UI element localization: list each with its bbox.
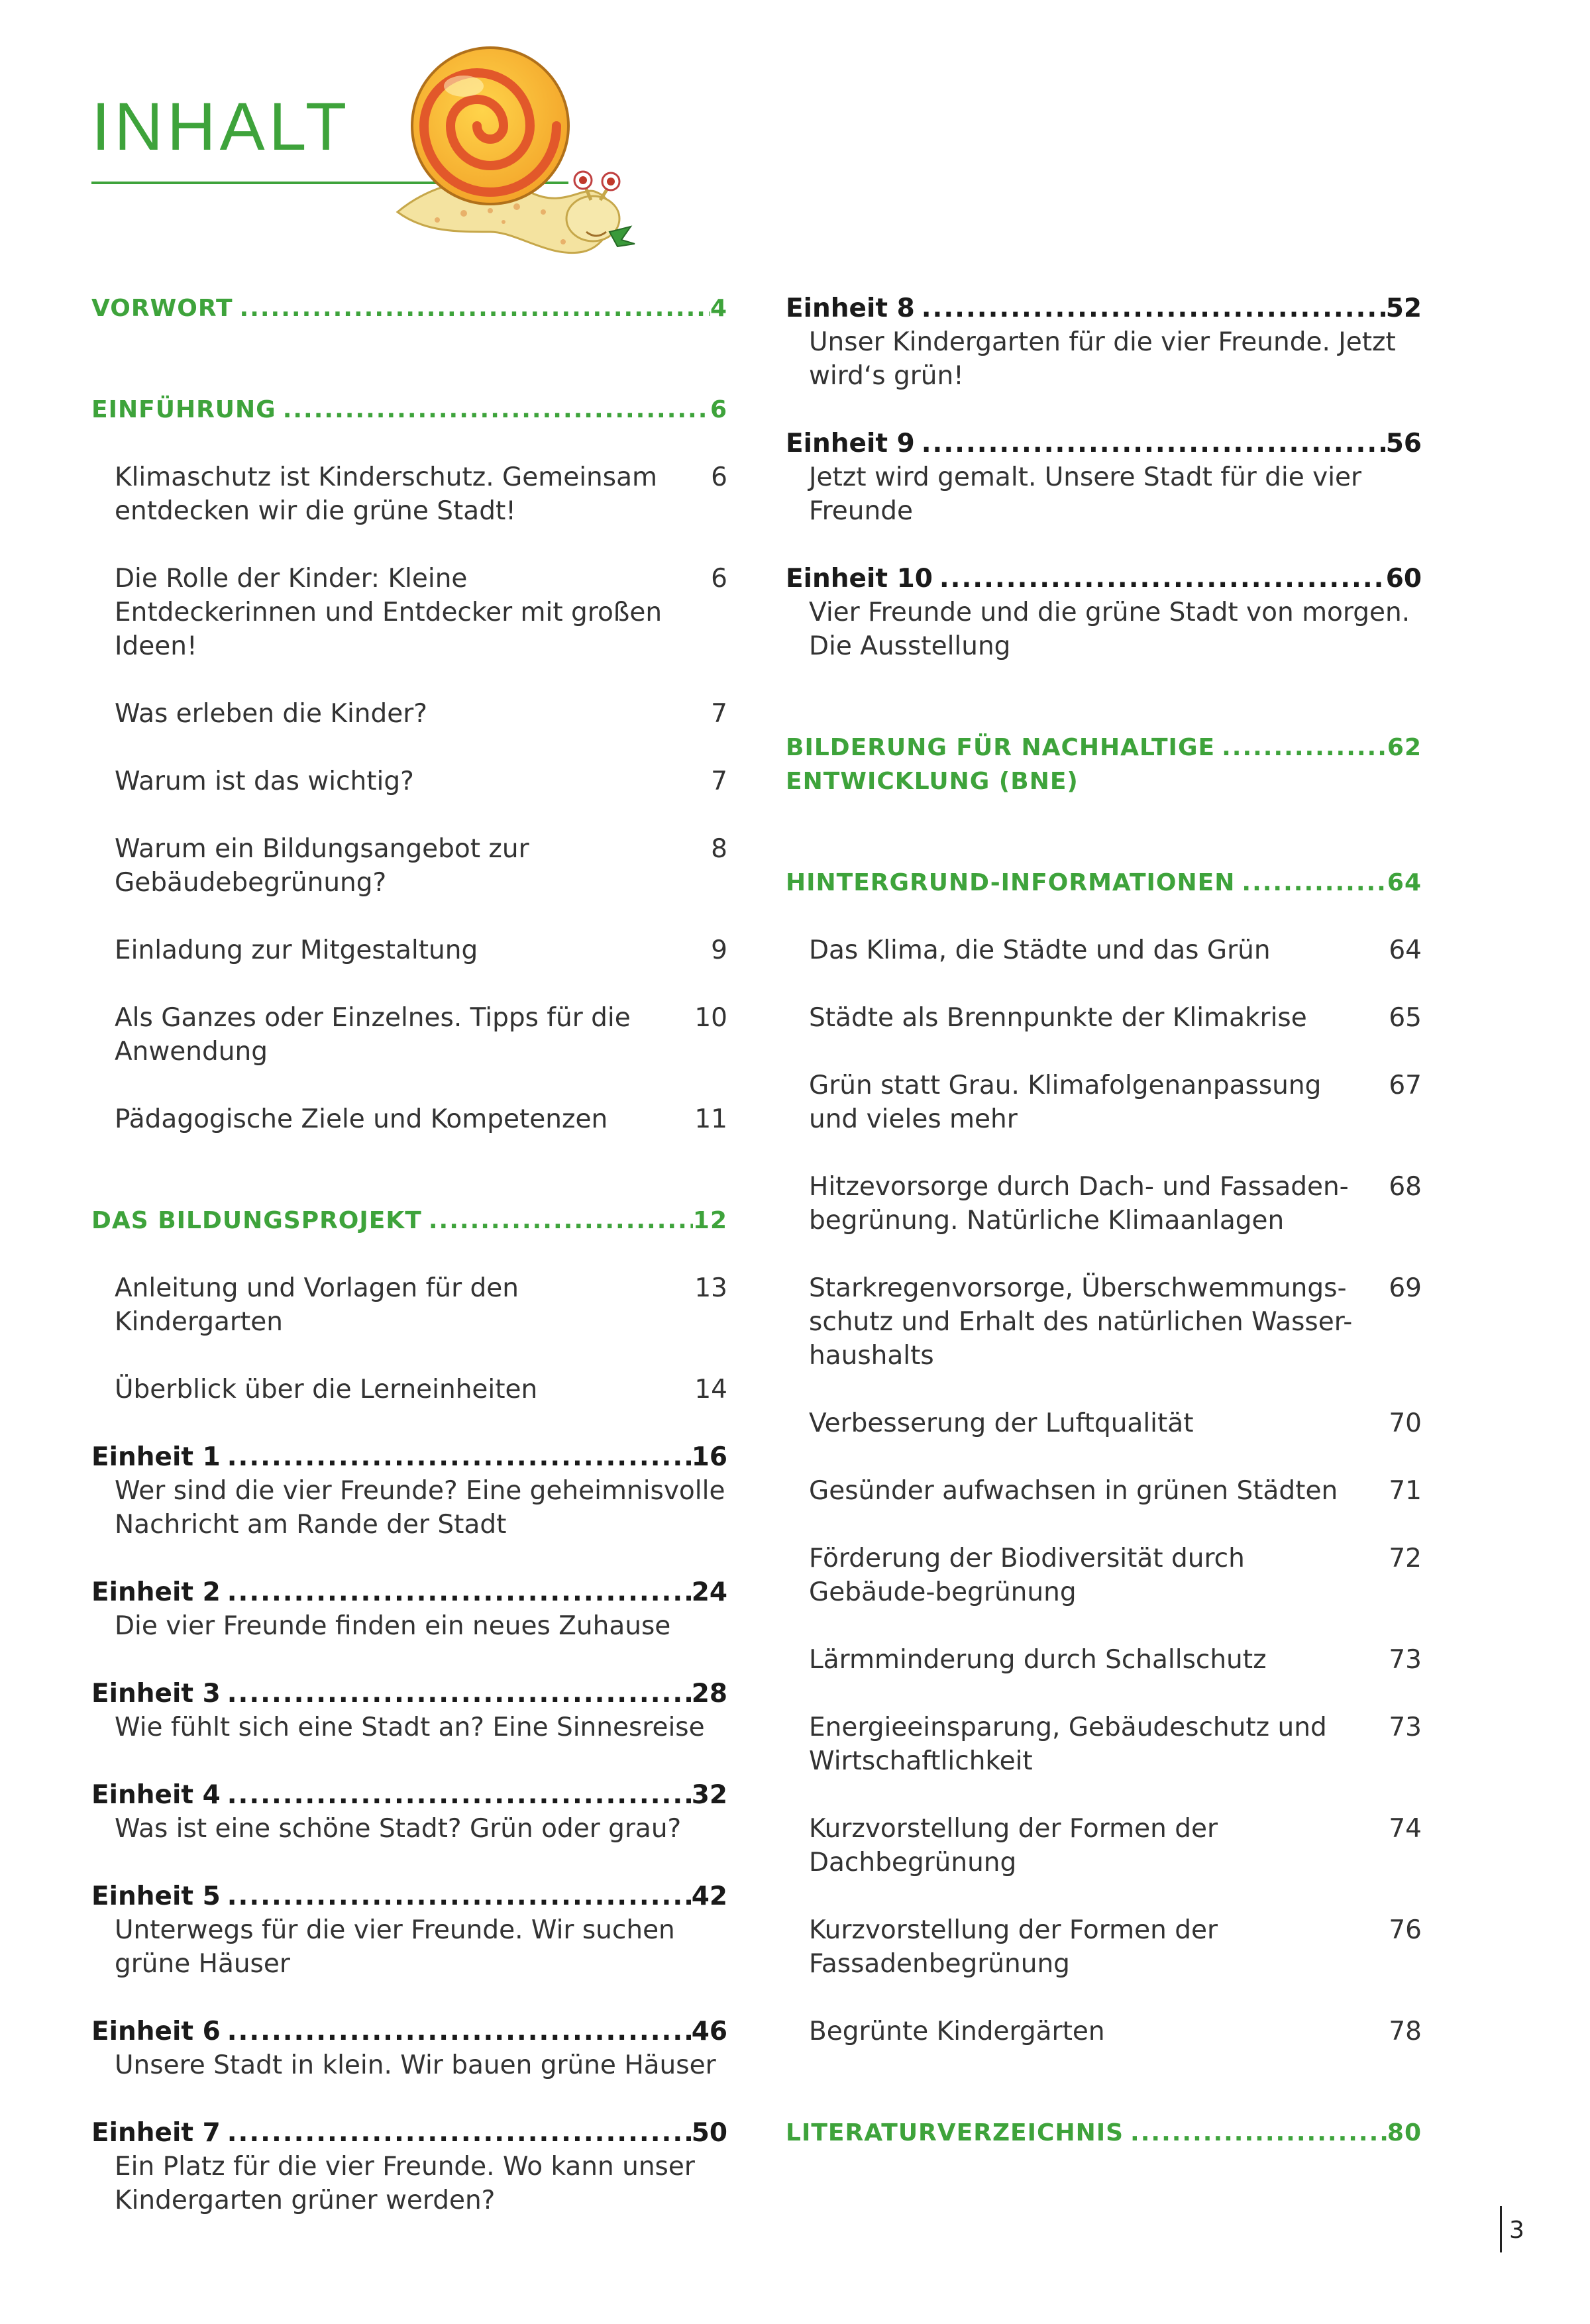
page-number: 12 bbox=[692, 1207, 727, 1234]
page-number-divider bbox=[1500, 2206, 1502, 2252]
leader-dots bbox=[1124, 2116, 1387, 2150]
page-number: 64 bbox=[1387, 869, 1422, 896]
unit-description: Wer sind die vier Freunde? Eine geheimnisvolle Nachricht am Rande der Stadt bbox=[115, 1476, 725, 1540]
toc-item[interactable]: Warum ein Bildungsangebot zur Gebäudebegrünung? 8 bbox=[115, 834, 727, 898]
unit-description: Unser Kindergarten für die vier Freunde. Jetzt wird‘s grün! bbox=[809, 327, 1396, 391]
unit-description: Jetzt wird gemalt. Unsere Stadt für die vier Freunde bbox=[809, 462, 1362, 526]
unit-description: Die vier Freunde finden ein neues Zuhause bbox=[115, 1611, 671, 1641]
leader-dots bbox=[221, 2015, 692, 2048]
toc-section-bne[interactable] bbox=[786, 731, 1422, 798]
toc-item[interactable]: Starkregenvorsorge, Überschwemmungs-schutz und Erhalt des natürlichen Wasser-haushalts 69 bbox=[809, 1273, 1422, 1371]
page-number: 4 bbox=[710, 295, 727, 322]
toc-unit-3[interactable]: Einheit 3 ..... 28 Wie fühlt sich eine Stadt an? Eine Sinnesreise bbox=[91, 1677, 727, 1744]
page-number: 6 bbox=[710, 396, 727, 423]
leader-dots bbox=[221, 1778, 692, 1812]
toc-unit-8[interactable]: Einheit 8 ..... 52 Unser Kindergarten für die vier Freunde. Jetzt wird‘s grün! bbox=[786, 291, 1422, 393]
toc-item[interactable]: Grün statt Grau. Klimafolgenanpassung und vieles mehr 67 bbox=[809, 1071, 1422, 1134]
toc-section-hintergrund[interactable] bbox=[786, 866, 1422, 900]
toc-item[interactable]: Städte als Brennpunkte der Klimakrise 65 bbox=[809, 1003, 1422, 1033]
toc-item[interactable]: Kurzvorstellung der Formen der Dachbegrünung 74 bbox=[809, 1814, 1422, 1877]
section-label: BILDERUNG FÜR NACHHALTIGE bbox=[786, 734, 1216, 761]
unit-description: Wie fühlt sich eine Stadt an? Eine Sinnesreise bbox=[115, 1713, 705, 1742]
toc-item[interactable]: Klimaschutz ist Kinderschutz. Gemeinsam entdecken wir die grüne Stadt! 6 bbox=[115, 462, 727, 526]
leader-dots bbox=[221, 1879, 692, 1913]
unit-description: Unsere Stadt in klein. Wir bauen grüne Häuser bbox=[115, 2050, 716, 2080]
toc-right-column bbox=[786, 291, 1422, 2150]
toc-item[interactable]: Förderung der Biodiversität durch Gebäude-begrünung 72 bbox=[809, 1544, 1422, 1607]
leader-dots bbox=[276, 393, 710, 427]
toc-unit-4[interactable]: Einheit 4 ..... 32 Was ist eine schöne Stadt? Grün oder grau? bbox=[91, 1778, 727, 1846]
toc-unit-1[interactable]: Einheit 1 ..... 16 Wer sind die vier Freunde? Eine geheimnisvolle Nachricht am Rande der Stadt bbox=[91, 1440, 727, 1542]
toc-item[interactable]: Einladung zur Mitgestaltung 9 bbox=[115, 935, 727, 965]
section-label: VORWORT bbox=[91, 295, 233, 322]
toc-section-bildungsprojekt[interactable] bbox=[91, 1204, 727, 1238]
section-label: DAS BILDUNGSPROJEKT bbox=[91, 1207, 422, 1234]
toc-item[interactable]: Gesünder aufwachsen in grünen Städten 71 bbox=[809, 1476, 1422, 1506]
toc-section-vorwort[interactable] bbox=[91, 291, 727, 325]
toc-item[interactable]: Was erleben die Kinder? 7 bbox=[115, 699, 727, 729]
toc-item[interactable]: Überblick über die Lerneinheiten 14 bbox=[115, 1375, 727, 1404]
leader-dots bbox=[221, 1575, 692, 1609]
toc-unit-10[interactable]: Einheit 10 ..... 60 Vier Freunde und die grüne Stadt von morgen. Die Ausstellung bbox=[786, 562, 1422, 663]
toc-item[interactable]: Das Klima, die Städte und das Grün 64 bbox=[809, 935, 1422, 965]
unit-description: Vier Freunde und die grüne Stadt von morgen. Die Ausstellung bbox=[809, 598, 1410, 661]
toc-item[interactable]: Kurzvorstellung der Formen der Fassadenbegrünung 76 bbox=[809, 1915, 1422, 1979]
unit-description: Unterwegs für die vier Freunde. Wir suchen grüne Häuser bbox=[115, 1915, 675, 1979]
toc-unit-6[interactable]: Einheit 6 ..... 46 Unsere Stadt in klein. Wir bauen grüne Häuser bbox=[91, 2015, 727, 2082]
page-title: INHALT bbox=[91, 89, 351, 164]
leader-dots bbox=[221, 2116, 692, 2150]
toc-item[interactable]: Pädagogische Ziele und Kompetenzen 11 bbox=[115, 1104, 727, 1134]
toc-unit-7[interactable]: Einheit 7 ..... 50 Ein Platz für die vier Freunde. Wo kann unser Kindergarten grüner werden? bbox=[91, 2116, 727, 2217]
toc-unit-9[interactable]: Einheit 9 ..... 56 Jetzt wird gemalt. Unsere Stadt für die vier Freunde bbox=[786, 427, 1422, 528]
toc-section-einfuehrung[interactable] bbox=[91, 393, 727, 427]
toc-item[interactable]: Die Rolle der Kinder: Kleine Entdeckerinnen und Entdecker mit großen Ideen! 6 bbox=[115, 564, 727, 661]
section-label: LITERATURVERZEICHNIS bbox=[786, 2119, 1124, 2146]
toc-item[interactable]: Warum ist das wichtig? 7 bbox=[115, 766, 727, 796]
toc-left-column bbox=[91, 291, 727, 2217]
toc-item[interactable]: Begrünte Kindergärten 78 bbox=[809, 2017, 1422, 2046]
leader-dots bbox=[915, 427, 1386, 460]
toc-item[interactable]: Verbesserung der Luftqualität 70 bbox=[809, 1408, 1422, 1438]
leader-dots bbox=[221, 1440, 692, 1474]
section-label: EINFÜHRUNG bbox=[91, 396, 276, 423]
unit-description: Was ist eine schöne Stadt? Grün oder grau? bbox=[115, 1814, 682, 1844]
toc-section-literatur[interactable] bbox=[786, 2116, 1422, 2150]
unit-description: Ein Platz für die vier Freunde. Wo kann unser Kindergarten grüner werden? bbox=[115, 2152, 695, 2215]
leader-dots bbox=[915, 291, 1386, 325]
leader-dots bbox=[233, 291, 710, 325]
page-number: 62 bbox=[1387, 734, 1422, 761]
section-label-continued: ENTWICKLUNG (BNE) bbox=[786, 768, 1079, 795]
snail-illustration bbox=[384, 33, 676, 265]
section-label: HINTERGRUND-INFORMATIONEN bbox=[786, 869, 1236, 896]
toc-item[interactable]: Als Ganzes oder Einzelnes. Tipps für die Anwendung 10 bbox=[115, 1003, 727, 1067]
toc-item[interactable]: Hitzevorsorge durch Dach- und Fassaden-begrünung. Natürliche Klimaanlagen 68 bbox=[809, 1172, 1422, 1236]
toc-unit-5[interactable]: Einheit 5 ..... 42 Unterwegs für die vier Freunde. Wir suchen grüne Häuser bbox=[91, 1879, 727, 1981]
leader-dots bbox=[221, 1677, 692, 1711]
toc-item[interactable]: Anleitung und Vorlagen für den Kindergarten 13 bbox=[115, 1273, 727, 1337]
page-number: 80 bbox=[1387, 2119, 1422, 2146]
toc-item[interactable]: Lärmminderung durch Schallschutz 73 bbox=[809, 1645, 1422, 1675]
leader-dots bbox=[1235, 866, 1387, 900]
leader-dots bbox=[422, 1204, 693, 1238]
page-number-footer: 3 bbox=[1509, 2217, 1524, 2244]
leader-dots bbox=[1215, 731, 1387, 765]
leader-dots bbox=[933, 562, 1386, 596]
toc-unit-2[interactable]: Einheit 2 ..... 24 Die vier Freunde finden ein neues Zuhause bbox=[91, 1575, 727, 1643]
toc-item[interactable]: Energieeinsparung, Gebäudeschutz und Wirtschaftlichkeit 73 bbox=[809, 1713, 1422, 1776]
